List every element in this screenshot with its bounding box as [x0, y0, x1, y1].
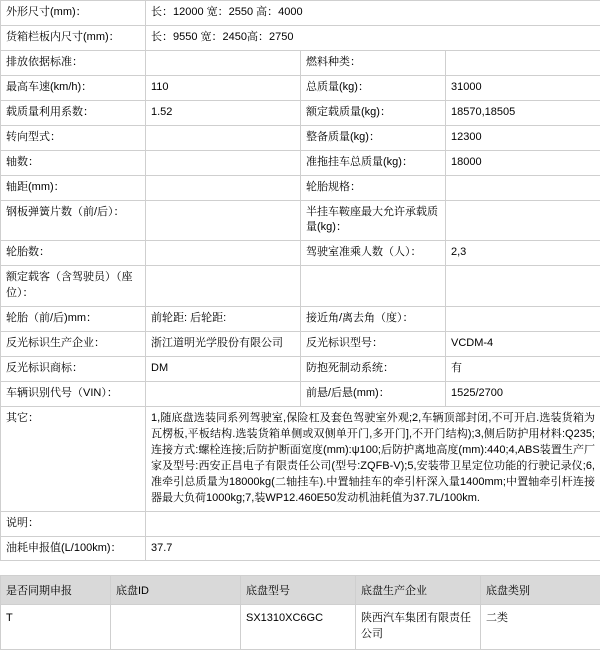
spec-value: 长：12000 宽：2550 高：4000 — [146, 1, 600, 26]
spec-value: 前轮距: 后轮距: — [146, 307, 301, 332]
chassis-header-row — [1, 576, 600, 605]
spec-label: 轴数： — [1, 150, 146, 175]
spec-value: DM — [146, 357, 301, 382]
note-row — [1, 511, 600, 536]
table-row — [1, 266, 600, 307]
spec-value — [146, 266, 301, 307]
chassis-table-head — [1, 576, 600, 605]
note-label: 说明： — [1, 511, 146, 536]
table-row — [1, 150, 600, 175]
table-row — [1, 200, 600, 241]
chassis-header-id: 底盘ID — [111, 576, 241, 605]
spec-value — [446, 50, 600, 75]
spec-label: 载质量利用系数： — [1, 100, 146, 125]
spec-label: 轴距(mm)： — [1, 175, 146, 200]
table-row — [1, 25, 600, 50]
table-row — [1, 307, 600, 332]
spec-value — [146, 150, 301, 175]
spec-label: 最高车速(km/h)： — [1, 75, 146, 100]
spec-value: 18570,18505 — [446, 100, 600, 125]
table-row — [1, 125, 600, 150]
spec-label: 半挂车鞍座最大允许承载质量(kg)： — [301, 200, 446, 241]
spec-label: 反光标识型号： — [301, 332, 446, 357]
spec-label: 整备质量(kg)： — [301, 125, 446, 150]
spec-value — [446, 175, 600, 200]
misc-row — [1, 406, 600, 511]
spec-label: 燃料种类： — [301, 50, 446, 75]
misc-label: 其它： — [1, 406, 146, 511]
chassis-table-body — [1, 605, 600, 650]
spec-value — [146, 382, 301, 407]
spec-value: VCDM-4 — [446, 332, 600, 357]
spec-value: 2,3 — [446, 241, 600, 266]
spec-label: 外形尺寸(mm)： — [1, 1, 146, 26]
table-row — [1, 175, 600, 200]
spec-label: 前悬/后悬(mm)： — [301, 382, 446, 407]
spec-label: 钢板弹簧片数（前/后）： — [1, 200, 146, 241]
spec-label: 排放依据标准： — [1, 50, 146, 75]
spec-value: 12300 — [446, 125, 600, 150]
spec-label: 接近角/离去角（度）： — [301, 307, 446, 332]
spec-label: 轮胎（前/后)mm： — [1, 307, 146, 332]
spec-value: 浙江道明光学股份有限公司 — [146, 332, 301, 357]
spec-value — [146, 200, 301, 241]
table-row — [1, 241, 600, 266]
chassis-header-same-period: 是否同期申报 — [1, 576, 111, 605]
spec-value: 110 — [146, 75, 301, 100]
chassis-header-model: 底盘型号 — [241, 576, 356, 605]
spec-value: 31000 — [446, 75, 600, 100]
spec-label: 反光标识生产企业： — [1, 332, 146, 357]
spec-label: 轮胎规格： — [301, 175, 446, 200]
spec-label — [301, 266, 446, 307]
spec-value — [146, 125, 301, 150]
spec-value: 1.52 — [146, 100, 301, 125]
section-divider — [0, 561, 600, 575]
spec-value — [446, 266, 600, 307]
spec-label: 轮胎数： — [1, 241, 146, 266]
spec-label: 驾驶室准乘人数（人）： — [301, 241, 446, 266]
spec-value: 有 — [446, 357, 600, 382]
spec-value — [446, 307, 600, 332]
chassis-cell-model: SX1310XC6GC — [241, 605, 356, 650]
chassis-cell-category: 二类 — [481, 605, 600, 650]
spec-value: 1525/2700 — [446, 382, 600, 407]
spec-table-body — [1, 1, 600, 561]
spec-value: 18000 — [446, 150, 600, 175]
note-value — [146, 511, 600, 536]
chassis-header-category: 底盘类别 — [481, 576, 600, 605]
chassis-cell-same-period: T — [1, 605, 111, 650]
misc-text: 1,随底盘选装同系列驾驶室,保险杠及套色驾驶室外观;2,车辆顶部封闭,不可开启.选装货箱为瓦楞板,平板结构.选装货箱单侧或双侧单开门,多开门],不开门结构);3,侧后防护用材料:Q235;连接方式:螺栓连接;后防护断面宽度(mm):ψ100;后防护离地高度(mm):440;4,ABS装置生产厂家及型号:西安正昌电子有限责任公司(型号:ZQFB-V);5,安装带卫星定位功能的行驶记录仪;6,准牵引总质量为18000kg(二轴挂车).中置轴挂车的牵引杆深入量1400mm;中置轴牵引杆连接器最大负荷1000kg;7,装WP12.460E50发动机油耗值为37.7L/100km. — [146, 406, 600, 511]
table-row — [1, 382, 600, 407]
spec-label: 转向型式： — [1, 125, 146, 150]
spec-label: 反光标识商标： — [1, 357, 146, 382]
table-row — [1, 332, 600, 357]
chassis-header-manufacturer: 底盘生产企业 — [356, 576, 481, 605]
spec-label: 车辆识别代号（VIN）： — [1, 382, 146, 407]
table-row — [1, 357, 600, 382]
spec-label: 货箱栏板内尺寸(mm)： — [1, 25, 146, 50]
table-row — [1, 50, 600, 75]
chassis-cell-manufacturer: 陕西汽车集团有限责任公司 — [356, 605, 481, 650]
spec-label: 防抱死制动系统： — [301, 357, 446, 382]
table-row — [1, 1, 600, 26]
spec-label: 额定载质量(kg)： — [301, 100, 446, 125]
spec-label: 额定载客（含驾驶员）（座位）： — [1, 266, 146, 307]
fuel-value: 37.7 — [146, 536, 600, 561]
spec-value — [146, 50, 301, 75]
spec-value: 长：9550 宽：2450高：2750 — [146, 25, 600, 50]
chassis-cell-id — [111, 605, 241, 650]
fuel-label: 油耗申报值(L/100km)： — [1, 536, 146, 561]
spec-value — [146, 241, 301, 266]
table-row — [1, 100, 600, 125]
fuel-row — [1, 536, 600, 561]
spec-label: 总质量(kg)： — [301, 75, 446, 100]
table-row — [1, 75, 600, 100]
spec-label: 准拖挂车总质量(kg)： — [301, 150, 446, 175]
spec-value — [446, 200, 600, 241]
table-row — [1, 605, 600, 650]
spec-value — [146, 175, 301, 200]
